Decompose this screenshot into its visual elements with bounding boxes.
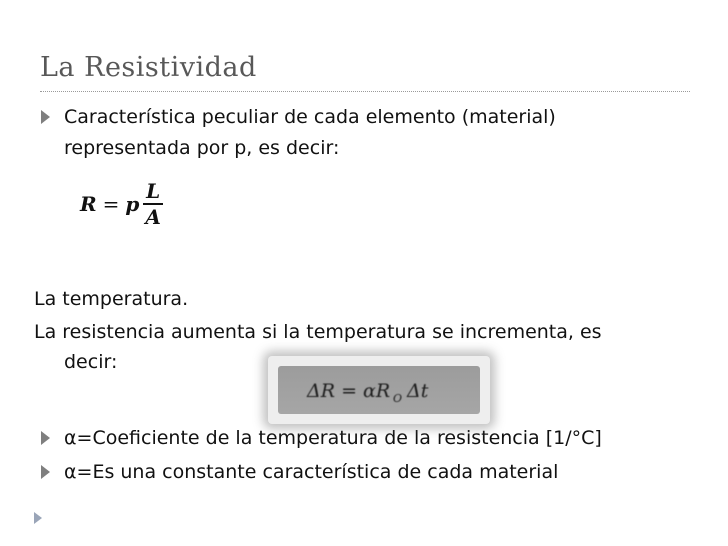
delta-r-formula-picture [289, 374, 469, 406]
formula-equals: = [102, 192, 120, 216]
paragraph-resistance-line1: La resistencia aumenta si la temperatura se incrementa, es [34, 321, 602, 343]
formula-denominator: A [145, 205, 161, 229]
svg-text:O: O [393, 392, 403, 405]
slide-title: La Resistividad [40, 52, 257, 83]
formula-numerator: L [143, 180, 163, 205]
slide-corner-arrow-icon [34, 512, 42, 524]
formula-fraction [142, 180, 164, 228]
svg-text:Δt: Δt [407, 380, 429, 402]
title-divider [40, 91, 690, 92]
formula-lhs: R [80, 192, 97, 216]
formula-image [268, 356, 490, 424]
formula-coef: p [125, 192, 140, 216]
bullet-text-line1: Característica peculiar de cada elemento (material) [64, 106, 556, 128]
bullet-arrow-icon [41, 465, 50, 479]
paragraph-temperature: La temperatura. [34, 288, 189, 310]
bullet-arrow-icon [41, 431, 50, 445]
bullet2-text: α=Coeficiente de la temperatura de la resistencia [1/°C] [64, 427, 602, 449]
bullet-text-line2: representada por p, es decir: [64, 137, 340, 159]
svg-text:ΔR = αR: ΔR = αR [307, 380, 391, 402]
paragraph-resistance-line2: decir: [64, 351, 118, 373]
resistance-formula [80, 180, 164, 228]
bullet3-text: α=Es una constante característica de cada material [64, 461, 559, 483]
bullet-arrow-icon [41, 110, 50, 124]
